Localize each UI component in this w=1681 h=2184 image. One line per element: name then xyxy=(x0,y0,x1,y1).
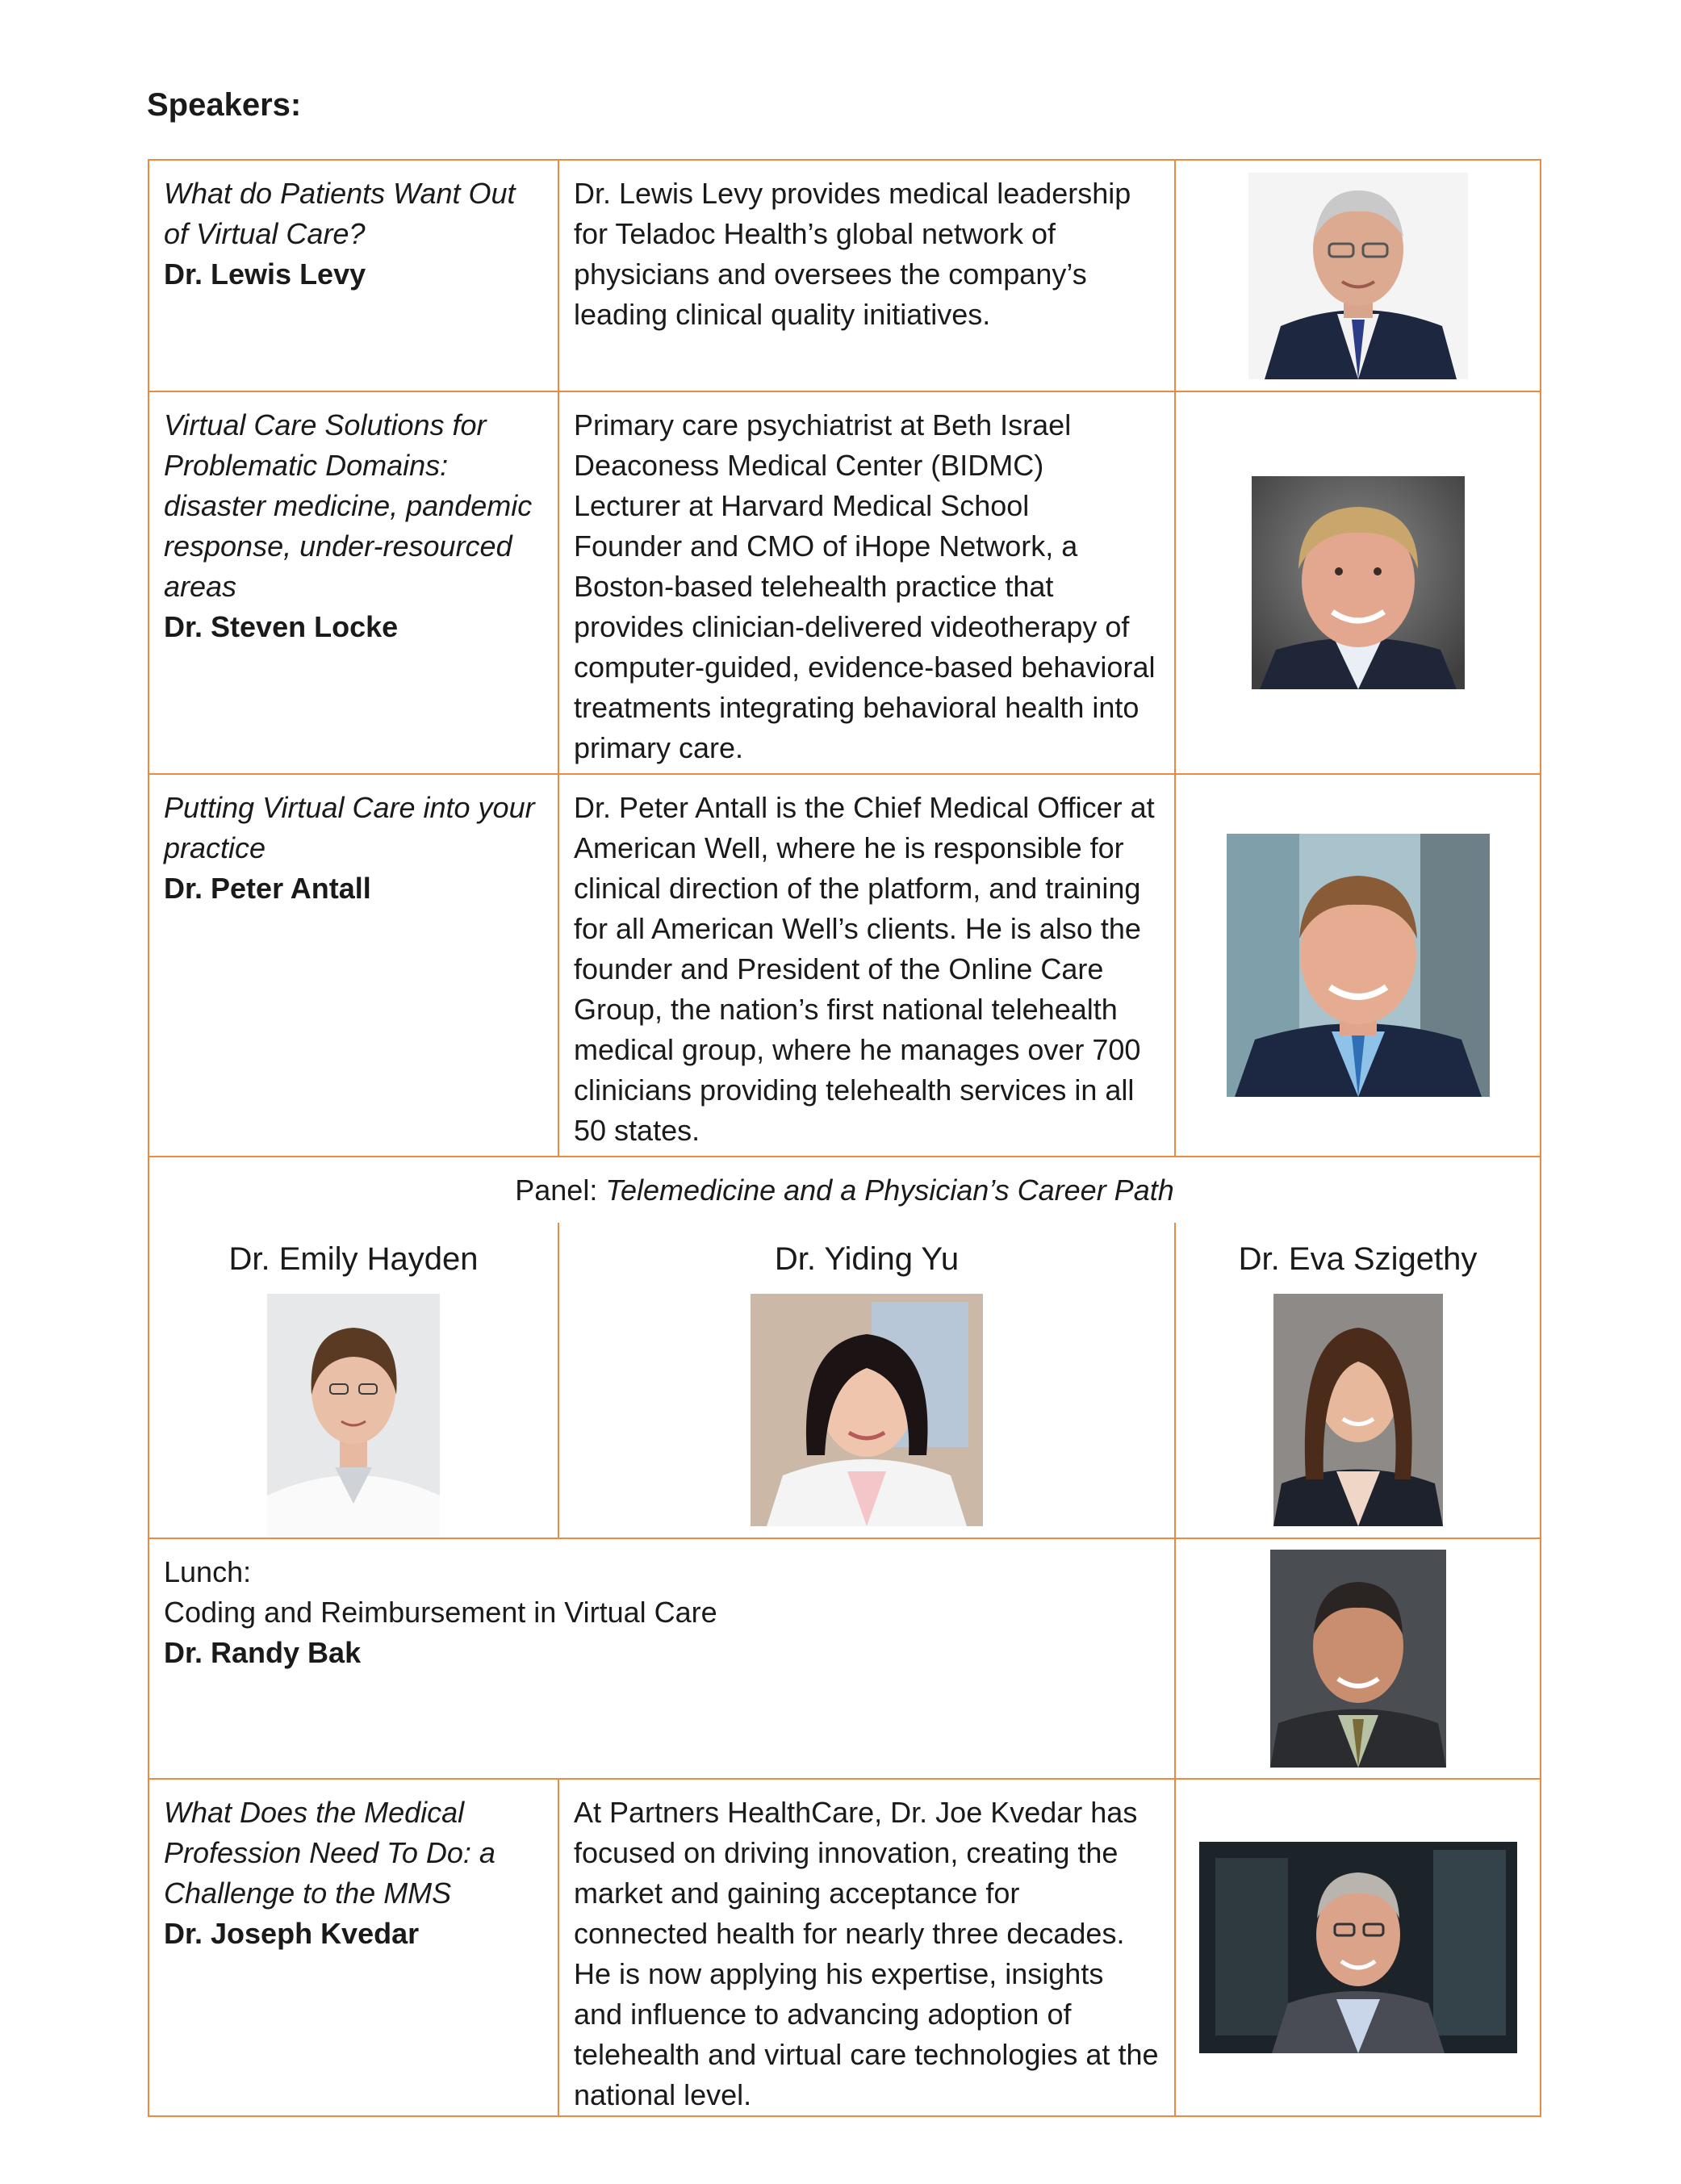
speaker-name: Dr. Steven Locke xyxy=(164,610,399,643)
headshot-emily-hayden xyxy=(267,1294,440,1538)
session-title-cell xyxy=(148,160,558,391)
photo-cell xyxy=(1175,1779,1541,2116)
speaker-bio-cell xyxy=(558,391,1175,774)
lunch-cell xyxy=(148,1538,1175,1779)
speakers-table xyxy=(148,159,1541,2117)
speaker-bio: Dr. Peter Antall is the Chief Medical Officer at American Well, where he is responsible for clinical direction of the platform, and training for all American Well’s clients. He is also the founder and President of the Online Care Group, the nation’s first national telehealth medical group, where he manages over 700 clinicians providing telehealth services in all 50 states. xyxy=(574,791,1155,1147)
headshot-lewis-levy xyxy=(1248,173,1468,379)
photo-cell xyxy=(1175,160,1541,391)
session-topic: Putting Virtual Care into your practice xyxy=(164,791,535,864)
panel-heading xyxy=(148,1157,1541,1223)
panelist-cell xyxy=(558,1223,1175,1538)
headshot-joseph-kvedar xyxy=(1199,1842,1517,2053)
speaker-bio-cell xyxy=(558,1779,1175,2116)
photo-cell xyxy=(1175,774,1541,1157)
session-topic: What do Patients Want Out of Virtual Care? xyxy=(164,177,516,250)
panelist-name: Dr. Eva Szigethy xyxy=(1238,1241,1478,1277)
lunch-label: Lunch: xyxy=(164,1555,252,1588)
headshot-steven-locke xyxy=(1252,476,1465,689)
photo-cell xyxy=(1175,391,1541,774)
session-title-cell xyxy=(148,391,558,774)
table-row xyxy=(148,1223,1541,1538)
table-row xyxy=(148,1157,1541,1223)
speaker-name: Dr. Randy Bak xyxy=(164,1636,362,1669)
speaker-bio-cell xyxy=(558,160,1175,391)
session-title-cell xyxy=(148,774,558,1157)
speaker-bio: Dr. Lewis Levy provides medical leadership for Teladoc Health’s global network of physicians and oversees the company’s leading clinical quality initiatives. xyxy=(574,177,1131,331)
panelist-cell xyxy=(148,1223,558,1538)
panel-prefix: Panel: xyxy=(515,1174,606,1207)
session-topic: What Does the Medical Profession Need To Do: a Challenge to the MMS xyxy=(164,1796,496,1910)
lunch-topic: Coding and Reimbursement in Virtual Care xyxy=(164,1596,717,1629)
panelist-name: Dr. Emily Hayden xyxy=(228,1241,479,1277)
table-row xyxy=(148,1538,1541,1779)
table-row xyxy=(148,160,1541,391)
table-row xyxy=(148,1779,1541,2116)
table-row xyxy=(148,774,1541,1157)
headshot-eva-szigethy xyxy=(1273,1294,1443,1526)
speaker-bio-line: Lecturer at Harvard Medical School xyxy=(574,489,1030,522)
speaker-name: Dr. Joseph Kvedar xyxy=(164,1917,420,1950)
speaker-bio-line: Primary care psychiatrist at Beth Israel Deaconess Medical Center (BIDMC) xyxy=(574,408,1072,482)
table-row xyxy=(148,391,1541,774)
panel-title: Telemedicine and a Physician’s Career Path xyxy=(605,1174,1174,1207)
page-heading: Speakers: xyxy=(147,87,302,123)
headshot-peter-antall xyxy=(1227,834,1490,1097)
speaker-bio-cell xyxy=(558,774,1175,1157)
session-title-cell xyxy=(148,1779,558,2116)
headshot-yiding-yu xyxy=(751,1294,983,1526)
panelist-name: Dr. Yiding Yu xyxy=(774,1241,960,1277)
headshot-randy-bak xyxy=(1270,1550,1446,1768)
panelist-cell xyxy=(1175,1223,1541,1538)
photo-cell xyxy=(1175,1538,1541,1779)
speaker-bio: At Partners HealthCare, Dr. Joe Kvedar has focused on driving innovation, creating the market and gaining acceptance for connected health for nearly three decades. He is now applying his expertise, insights and influence to advancing adoption of telehealth and virtual care technologies at the national level. xyxy=(574,1796,1159,2111)
session-topic: Virtual Care Solutions for Problematic Domains: disaster medicine, pandemic response, under-resourced areas xyxy=(164,408,533,603)
speaker-name: Dr. Peter Antall xyxy=(164,872,371,905)
speaker-bio-line: Founder and CMO of iHope Network, a Boston-based telehealth practice that provides clinician-delivered videotherapy of computer-guided, evidence-based behavioral treatments integrating behavioral health into primary care. xyxy=(574,529,1156,764)
speaker-name: Dr. Lewis Levy xyxy=(164,257,366,291)
